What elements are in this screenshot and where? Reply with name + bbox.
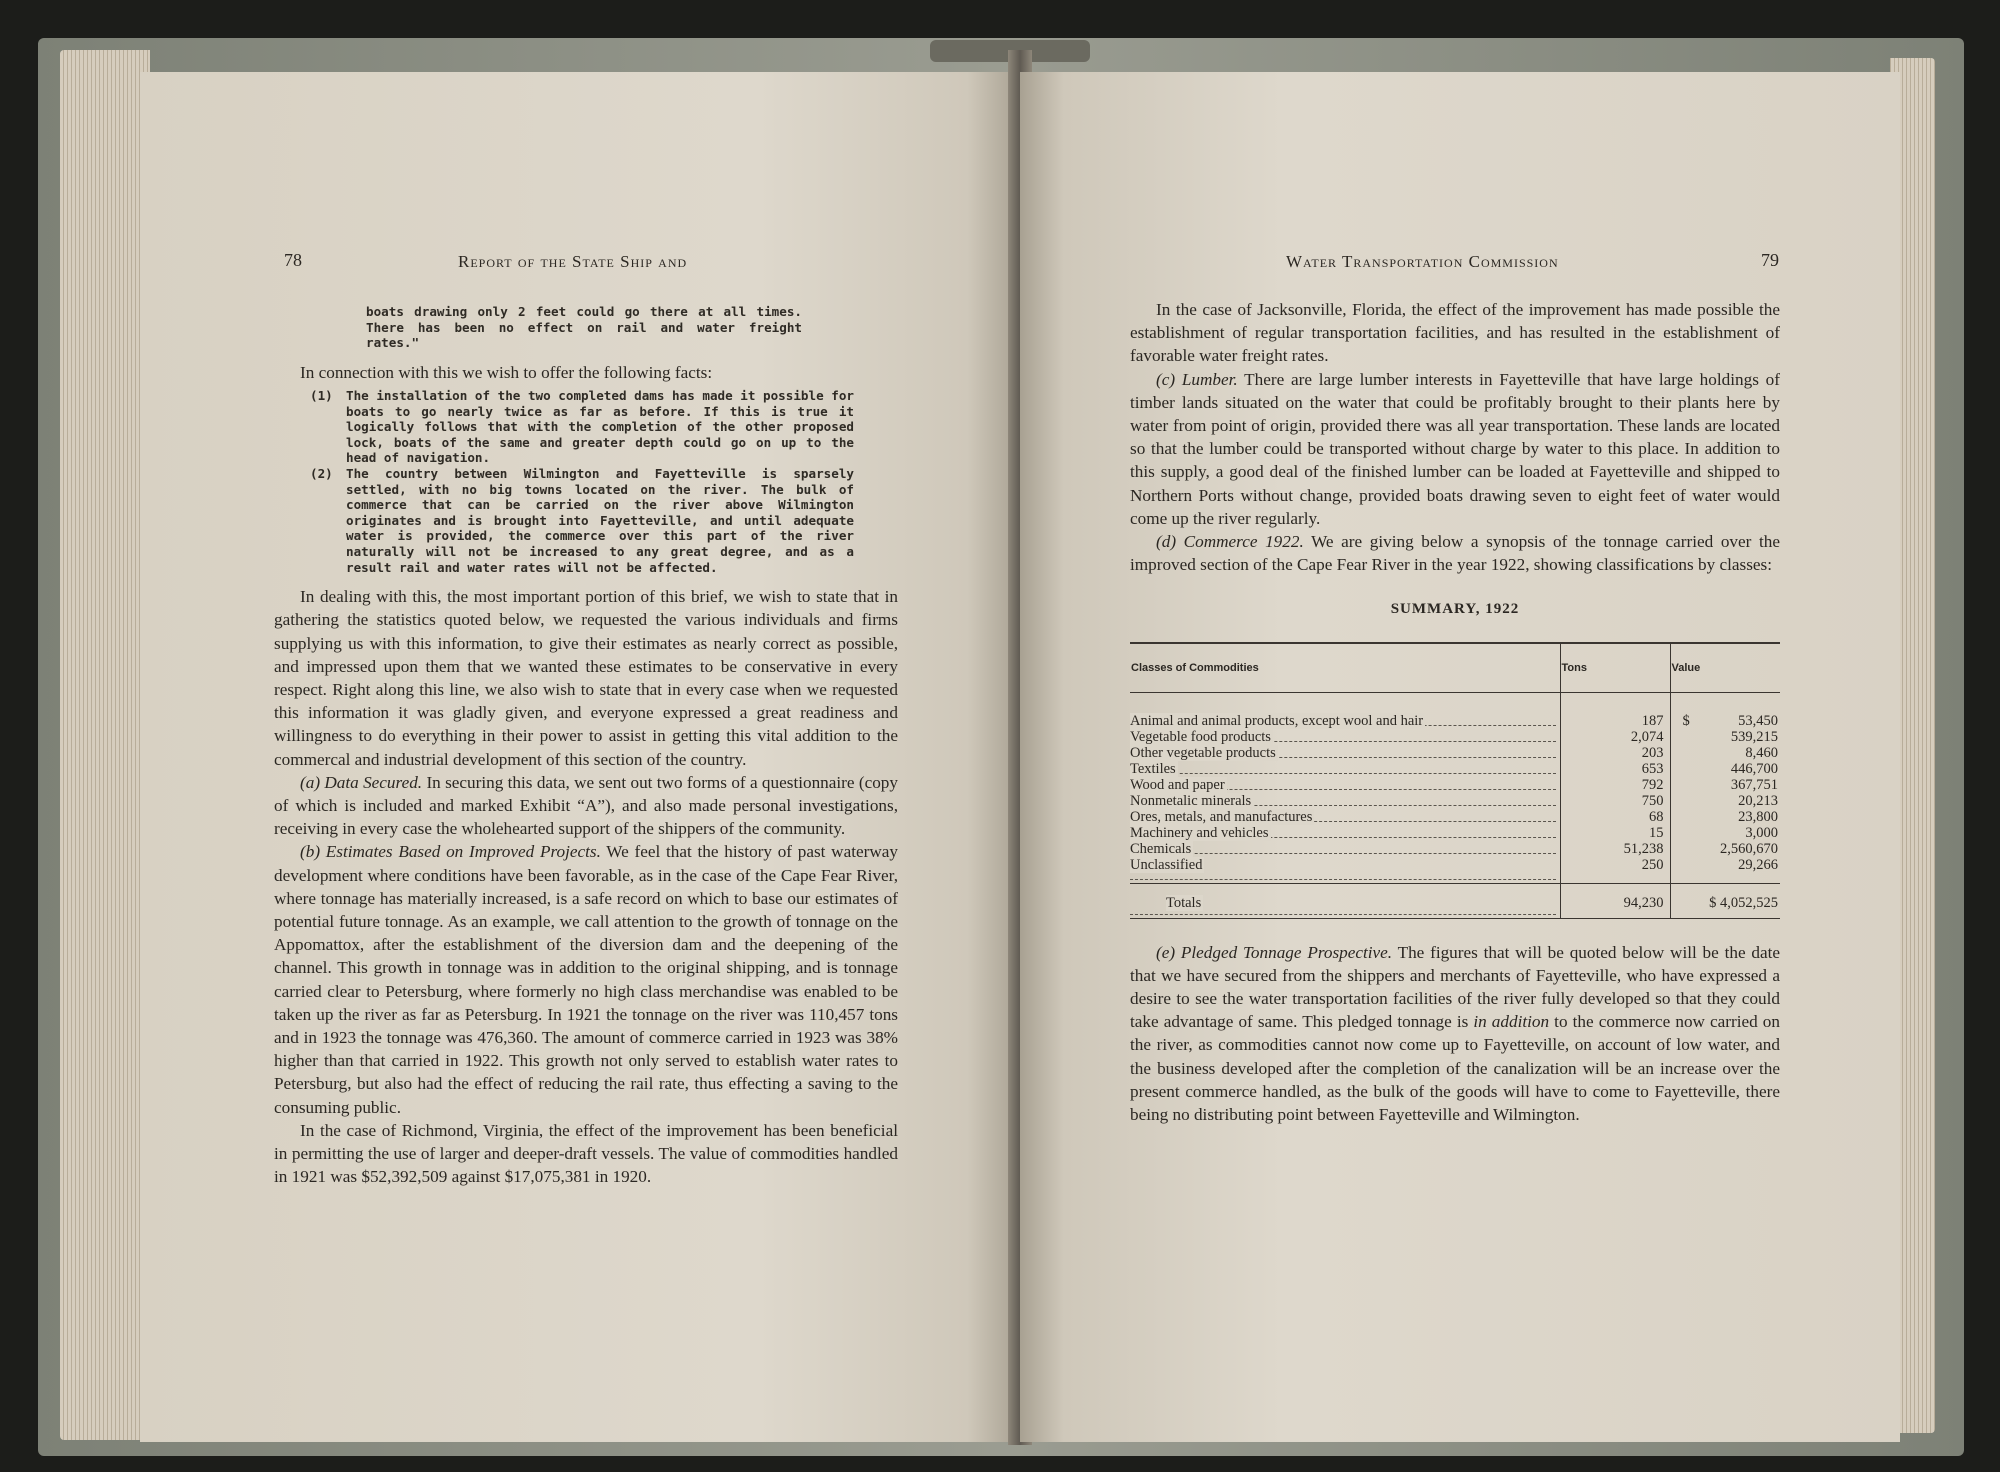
table-title: SUMMARY, 1922 [1390,601,1520,618]
table-row [1130,841,1780,857]
page-number-right: 79 [1761,250,1779,270]
commodity-name: Nonmetalic minerals [1130,792,1252,809]
commodity-cell [1130,857,1560,884]
commodity-name: Animal and animal products, except wool and hair [1130,712,1424,729]
value-amount: 3,000 [1745,824,1778,841]
value-cell [1670,777,1780,793]
totals-tons: 94,230 [1560,883,1670,918]
table-row [1130,809,1780,825]
table-row [1130,825,1780,841]
section-heading: (d) Commerce 1922. [1156,532,1304,552]
table-row [1130,857,1780,884]
commodity-cell [1130,809,1560,825]
left-page-body [274,298,898,1188]
commodity-cell [1130,692,1560,729]
commodity-name: Vegetable food products [1130,728,1271,745]
right-page-body [1130,298,1780,1126]
fact-text: The country between Wilmington and Fayetteville is sparsely settled, with no big towns located on the river. The bulk of commerce that can be carried on the river above Wilmington originates and is brought into Fayetteville, and until adequate water is provided, the commerce over this part of the river naturally will not be increased to any great degree, and as a result rail and water rates will not be affected. [346,465,854,575]
commodity-cell [1130,793,1560,809]
fact-text: The installation of the two completed dams has made it possible for boats to go nearly twice as far as before. If this is true it logically follows that with the completion of the other proposed lock, boats of the same and greater depth could go on up to the head of navigation. [346,387,854,466]
totals-label-cell [1130,883,1560,918]
table-row [1130,729,1780,745]
value-amount: 367,751 [1730,776,1778,793]
opening-quote: boats drawing only 2 feet could go there at all times. There has been no effect on rail and water freight rates." [366,304,802,351]
commodity-name: Unclassified [1130,856,1203,873]
fact-item [310,388,854,466]
paragraph: In the case of Richmond, Virginia, the effect of the improvement has been beneficial in permitting the use of larger and deeper-draft vessels. The value of commodities handled in 1921 was $52,392,509 against $17,075,381 in 1920. [274,1120,898,1187]
fact-number: (1) [310,387,333,403]
value-amount: 23,800 [1738,808,1778,825]
value-cell [1670,745,1780,761]
tons-cell: 68 [1560,809,1670,825]
running-head-right: Water Transportation Commission [1286,252,1559,271]
value-amount: 8,460 [1745,744,1778,761]
summary-table [1130,642,1780,919]
totals-label: Totals [1166,894,1202,911]
commodity-name: Other vegetable products [1130,744,1276,761]
value-amount: 20,213 [1738,792,1778,809]
tons-cell: 203 [1560,745,1670,761]
tons-cell: 51,238 [1560,841,1670,857]
totals-value: $ 4,052,525 [1670,883,1780,918]
commodity-cell [1130,745,1560,761]
commodity-name: Chemicals [1130,840,1192,857]
commodity-name: Wood and paper [1130,776,1225,793]
fact-number: (2) [310,465,333,481]
value-amount: 29,266 [1738,856,1778,873]
paragraph [1130,368,1780,530]
value-cell [1670,793,1780,809]
paragraph-text: The figures that will be quoted below will be the date that we have secured from the shippers and merchants of Fayetteville, who have expressed a desire to see the water transportation facilities of the river fully developed so that they could take advantage of same. This pledged tonnage is [1130,942,1780,1032]
tons-cell: 792 [1560,777,1670,793]
page-edges-left [60,50,150,1440]
dollar-sign: $ [1682,712,1690,729]
right-page [1020,72,1900,1442]
totals-row [1130,883,1780,918]
table-row [1130,777,1780,793]
column-header-tons: Tons [1560,643,1670,693]
section-heading: (b) Estimates Based on Improved Projects. [300,842,601,862]
commodity-cell [1130,761,1560,777]
commodity-cell [1130,841,1560,857]
facts-list [310,388,854,575]
tons-cell: 750 [1560,793,1670,809]
paragraph: In dealing with this, the most important portion of this brief, we wish to state that in gathering the statistics quoted below, we requested the various individuals and firms supplying us with this information, to give their estimates as nearly correct as possible, and impressed upon them that we wanted these estimates to be conservative in every respect. Right along this line, we also wish to state that in every case when we requested this information it was gladly given, and everyone expressed a great readiness and willingness to do everything in their power to assist in getting this vital addition to the commercal and industrial development of this section of the country. [274,587,898,769]
tons-cell: 250 [1560,857,1670,884]
value-cell [1670,809,1780,825]
column-header-value: Value [1670,643,1780,693]
paragraph-text: In securing this data, we sent out two forms of a questionnaire (copy of which is included and marked Exhibit “A”), and also made personal investigations, receiving in every case the wholehearted support of the shippers of the community. [274,772,898,839]
paragraph-text: There are large lumber interests in Fayetteville that have large holdings of timber lands situated on the water that could be profitably brought to their plants here by water from point of origin, provided there was all year transportation. These lands are located so that the lumber could be transported without charge by water to this place. In addition to this supply, a good deal of the finished lumber can be loaded at Fayetteville and shipped to Northern Ports without change, provided boats drawing seven to eight feet of water would come up the river regularly. [1130,369,1780,528]
section-heading: (a) Data Secured. [300,772,423,792]
page-number-left: 78 [284,250,302,270]
value-cell [1670,761,1780,777]
value-amount: 2,560,670 [1720,840,1778,857]
paragraph-text: We are giving below a synopsis of the tonnage carried over the improved section of the Cape Fear River in the year 1922, showing classifications by classes: [1130,532,1780,575]
value-cell [1670,729,1780,745]
value-cell [1670,825,1780,841]
paragraph [1130,530,1780,576]
tons-cell: 2,074 [1560,729,1670,745]
commodity-cell [1130,777,1560,793]
emphasis: in addition [1473,1012,1550,1032]
commodity-cell [1130,729,1560,745]
value-amount: 53,450 [1738,712,1778,729]
value-cell [1670,692,1780,729]
paragraph-text: to the commerce now carried on the river, as commodities cannot now come up to Fayetteville, on account of low water, and the business developed after the completion of the canalization will be an increase over the present commerce handled, as the bulk of the goods will have to come to Fayetteville, there being no distributing point between Fayetteville and Wilmington. [1130,1012,1780,1125]
table-row [1130,692,1780,729]
paragraph [1130,941,1780,1127]
commodity-cell [1130,825,1560,841]
paragraph: In the case of Jacksonville, Florida, the effect of the improvement has made possible the establishment of regular transportation facilities, and has resulted in the establishment of favorable water freight rates. [1130,300,1780,366]
tons-cell: 15 [1560,825,1670,841]
commodity-name: Machinery and vehicles [1130,824,1269,841]
value-amount: 539,215 [1730,728,1778,745]
commodity-name: Textiles [1130,760,1176,777]
commodity-name: Ores, metals, and manufactures [1130,808,1313,825]
table-row [1130,761,1780,777]
section-heading: (c) Lumber. [1156,369,1238,389]
running-head-left: Report of the State Ship and [458,252,688,271]
paragraph-text: We feel that the history of past waterway development where conditions have been favorable, as in the case of the Cape Fear River, where tonnage has materially increased, is a safe record on which to base our estimates of potential future tonnage. As an example, we call attention to the growth of tonnage on the Appomattox, after the establishment of the diversion dam and the deepening of the channel. This growth in tonnage was in addition to the original shipping, and is tonnage carried clear to Petersburg, where formerly no high class merchandise was enabled to be taken up the river as far as Petersburg. In 1921 the tonnage on the river was 110,457 tons and in 1923 the tonnage was 476,360. The amount of commerce carried in 1923 was 38% higher than that carried in 1922. This growth not only served to establish water rates to Petersburg, but also had the effect of reducing the rail rate, thus effecting a saving to the consuming public. [274,842,898,1117]
value-cell [1670,841,1780,857]
paragraph [274,840,898,1118]
left-page [140,72,1020,1442]
paragraph [274,771,898,841]
facts-intro: In connection with this we wish to offer the following facts: [300,362,713,382]
table-row [1130,793,1780,809]
table-row [1130,745,1780,761]
section-heading: (e) Pledged Tonnage Prospective. [1156,942,1393,962]
column-header-classes: Classes of Commodities [1130,643,1560,693]
tons-cell: 653 [1560,761,1670,777]
tons-cell: 187 [1560,692,1670,729]
value-amount: 446,700 [1730,760,1778,777]
value-cell [1670,857,1780,884]
fact-item [310,466,854,575]
